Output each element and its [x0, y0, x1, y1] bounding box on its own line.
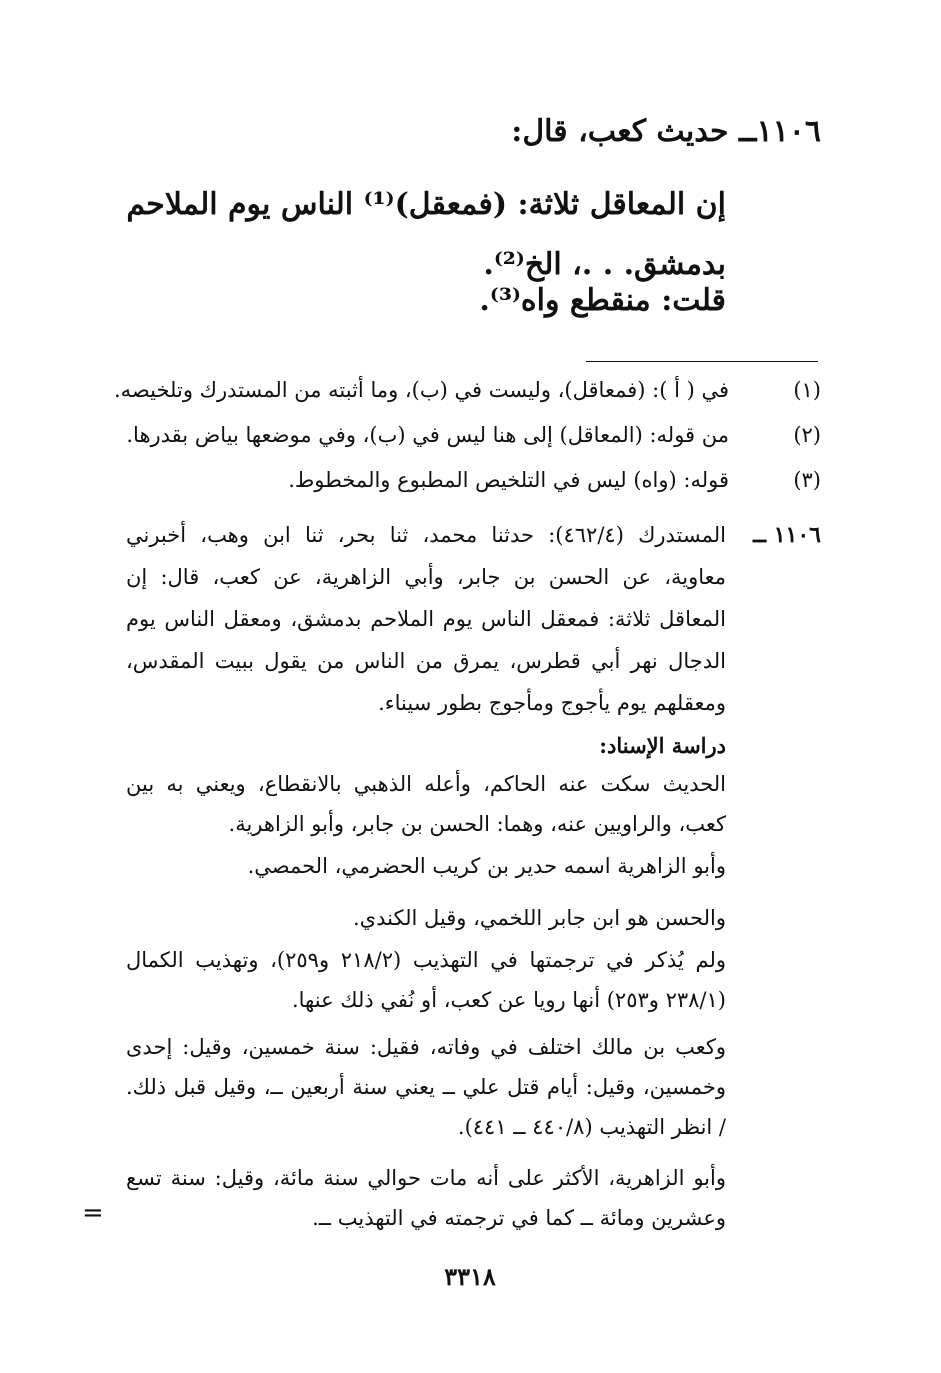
footnote-number: (٣) — [793, 468, 821, 492]
continuation-mark: = — [82, 1198, 104, 1228]
footnote-text: من قوله: (المعاقل) إلى هنا ليس في (ب)، وفي موضعها بياض بقدرها. — [126, 423, 729, 447]
study-title: دراسة الإسناد: — [599, 733, 726, 758]
footnote-1 — [114, 373, 821, 407]
study-paragraph: ولم يُذكر في ترجمتها في التهذيب (٢١٨/٢ و٢٥٩)، وتهذيب الكمال (٢٣٨/١ و٢٥٣) أنها رويا عن كعب، أو نُفي ذلك عنها. — [126, 948, 726, 1012]
footnote-separator — [586, 361, 818, 362]
footnote-3 — [121, 463, 821, 497]
page-number: ٣٣١٨ — [444, 1262, 496, 1291]
takhrij-number: ١١٠٦ ــ — [753, 522, 821, 548]
footnote-2 — [121, 418, 821, 452]
hadith-verdict: قلت: منقطع واه⁽³⁾. — [479, 283, 726, 318]
footnote-text: قوله: (واه) ليس في التلخيص المطبوع والمخطوط. — [288, 468, 729, 492]
footnote-number: (١) — [793, 378, 821, 402]
takhrij-text: المستدرك (٤٦٢/٤): حدثنا محمد، ثنا بحر، ثنا ابن وهب، أخبرني معاوية، عن الحسن بن جابر، وأبي الزاهرية، عن كعب، قال: إن المعاقل ثلاثة: فمعقل الناس يوم الملاحم بدمشق، ومعقل الناس يوم الدجال نهر أبي قطرس، يمرق من الناس من يقول ببيت المقدس، ومعقلهم يوم يأجوج ومأجوج بطور سيناء. — [126, 523, 726, 715]
footnote-text: في ( أ ): (فمعاقل)، وليست في (ب)، وما أثبته من المستدرك وتلخيصه. — [114, 378, 729, 402]
study-paragraph: وأبو الزاهرية اسمه حدير بن كريب الحضرمي، الحمصي. — [247, 854, 726, 878]
study-paragraph: وكعب بن مالك اختلف في وفاته، فقيل: سنة خمسين، وقيل: إحدى وخمسين، وقيل: أيام قتل علي ــ يعني سنة أربعين ــ، وقيل قبل ذلك. / انظر التهذيب (٤٤٠/٨ ــ ٤٤١). — [126, 1035, 726, 1139]
hadith-text: إن المعاقل ثلاثة: (فمعقل)⁽¹⁾ الناس يوم الملاحم بدمشق. . .، الخ⁽²⁾. — [126, 187, 726, 282]
study-paragraph: والحسن هو ابن جابر اللخمي، وقيل الكندي. — [353, 906, 726, 930]
study-paragraph: وأبو الزاهرية، الأكثر على أنه مات حوالي سنة مائة، وقيل: سنة تسع وعشرين ومائة ــ كما في ترجمته في التهذيب ــ. — [126, 1166, 726, 1230]
study-paragraph: الحديث سكت عنه الحاكم، وأعله الذهبي بالانقطاع، ويعني به بين كعب، والراويين عنه، وهما: الحسن بن جابر، وأبو الزاهرية. — [126, 772, 726, 836]
hadith-heading: ١١٠٦ــ حديث كعب، قال: — [511, 114, 821, 149]
footnote-number: (٢) — [793, 423, 821, 447]
